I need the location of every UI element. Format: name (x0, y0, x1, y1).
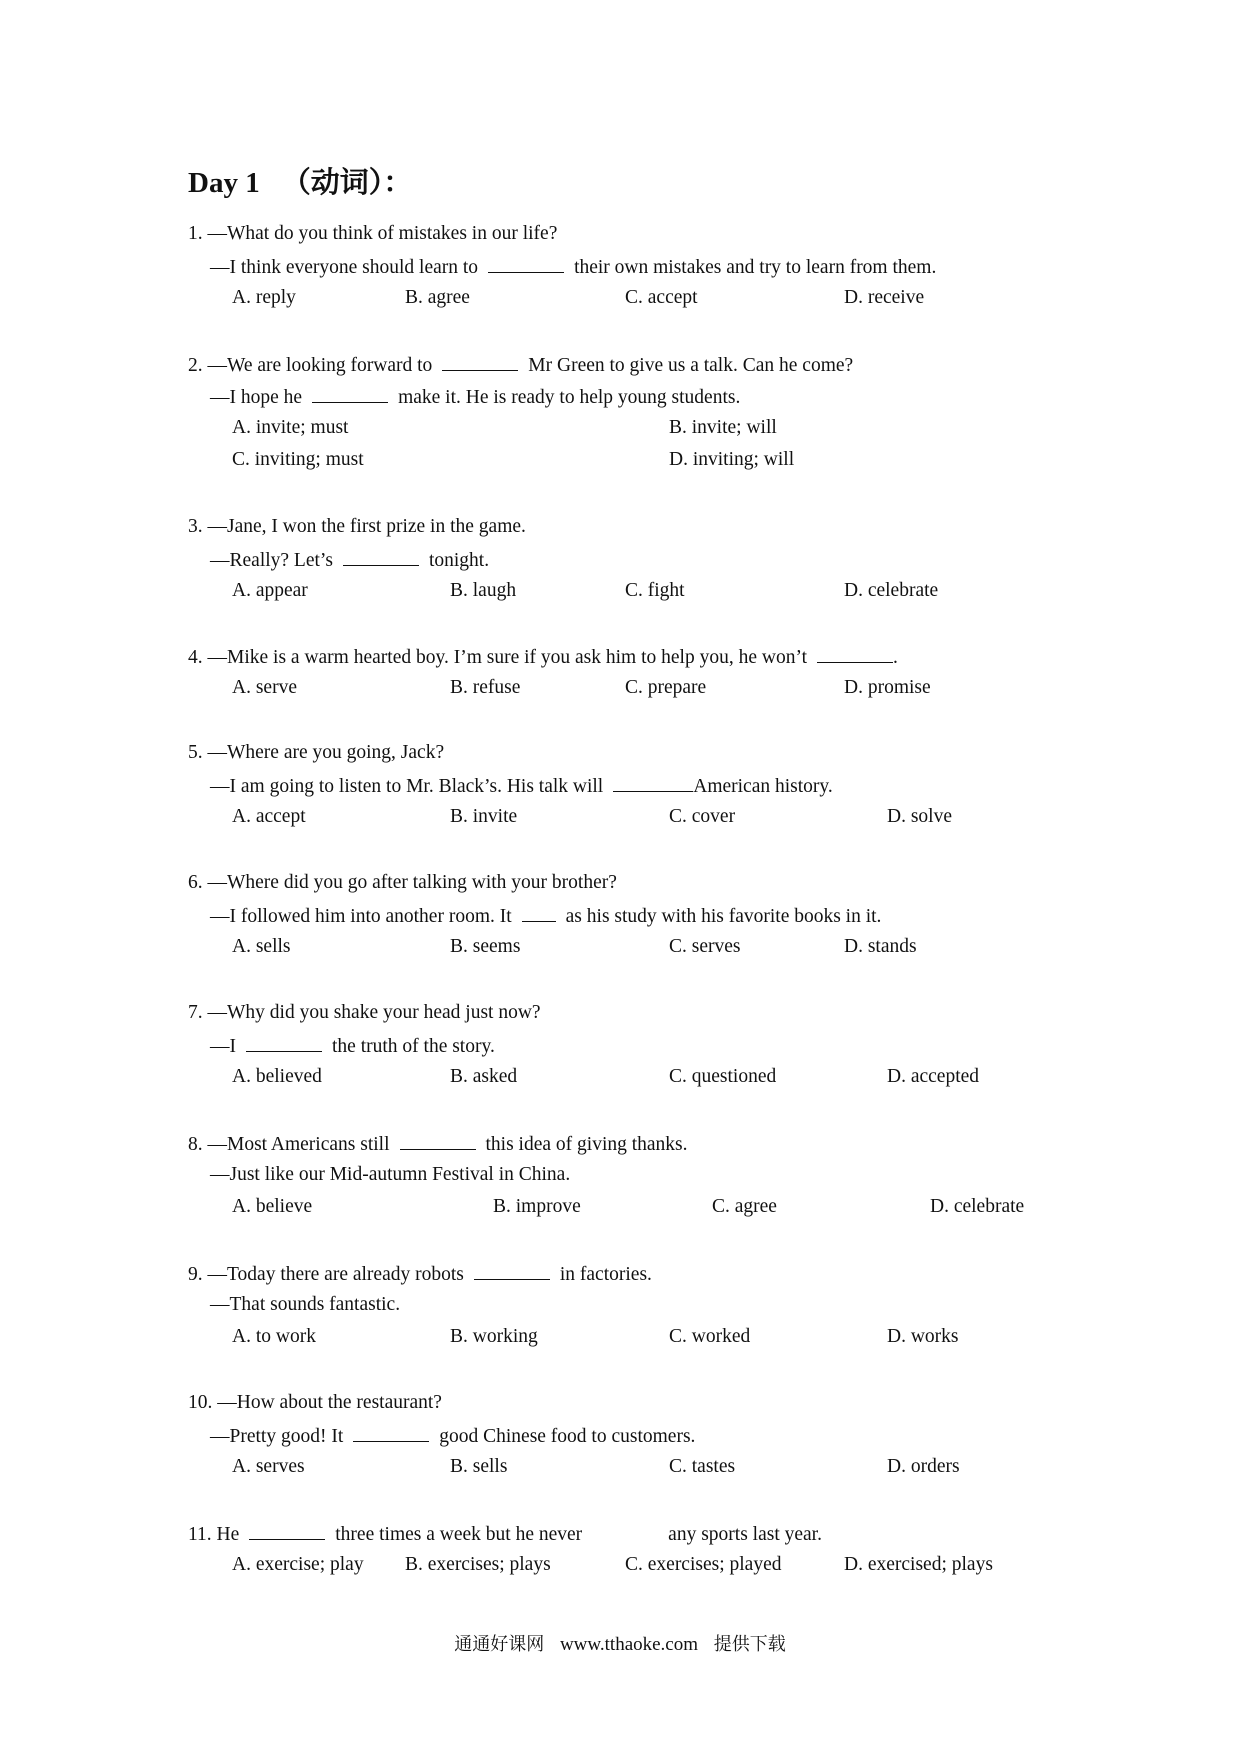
page-footer (0, 1630, 1240, 1656)
question-text: Mr Green to give us a talk. Can he come? (528, 355, 854, 376)
option-a[interactable]: A. believed (232, 1066, 322, 1087)
question-text: 6. —Where did you go after talking with your brother? (188, 872, 617, 893)
question-line (188, 1131, 688, 1157)
answer-blank[interactable] (613, 773, 693, 792)
question-text: tonight. (428, 550, 490, 571)
option-b[interactable]: B. invite (450, 806, 518, 827)
option-c[interactable]: C. fight (625, 580, 685, 601)
question-text: —Pretty good! It (210, 1426, 344, 1447)
option-b[interactable]: B. invite; will (669, 417, 777, 438)
question-text: as his study with his favorite books in it. (565, 906, 882, 927)
question-text: . (893, 647, 898, 668)
question-text: 9. —Today there are already robots (188, 1264, 464, 1285)
question-text: 4. —Mike is a warm hearted boy. I’m sure if you ask him to help you, he won’t (188, 647, 808, 668)
option-d[interactable]: D. promise (844, 677, 931, 698)
option-a[interactable]: A. reply (232, 287, 296, 308)
question-text: —Just like our Mid-autumn Festival in China. (210, 1164, 571, 1185)
question-line (188, 741, 444, 765)
option-b[interactable]: B. improve (493, 1196, 581, 1217)
question-text: —I (210, 1036, 236, 1057)
question-line (188, 1521, 822, 1547)
question-line (188, 515, 526, 539)
option-d[interactable]: D. solve (887, 806, 952, 827)
answer-blank[interactable] (474, 1261, 550, 1280)
question-line (210, 384, 740, 410)
question-text: American history. (693, 776, 833, 797)
question-text: good Chinese food to customers. (439, 1426, 696, 1447)
option-c[interactable]: C. worked (669, 1326, 751, 1347)
question-line (210, 773, 833, 799)
page-title-topic: （动词）： (281, 165, 413, 199)
question-text: 2. —We are looking forward to (188, 355, 433, 376)
answer-blank[interactable] (817, 644, 893, 663)
answer-blank[interactable] (246, 1033, 322, 1052)
answer-blank[interactable] (343, 547, 419, 566)
option-d[interactable]: D. stands (844, 936, 917, 957)
question-text: —I am going to listen to Mr. Black’s. His talk will (210, 776, 604, 797)
question-line (188, 871, 617, 895)
option-b[interactable]: B. seems (450, 936, 521, 957)
footer-site: 通通好课网 (454, 1634, 545, 1655)
option-d[interactable]: D. inviting; will (669, 449, 795, 470)
question-text: make it. He is ready to help young students. (398, 387, 741, 408)
question-line (188, 1391, 442, 1415)
option-c[interactable]: C. questioned (669, 1066, 777, 1087)
option-d[interactable]: D. receive (844, 287, 925, 308)
question-line (188, 352, 853, 378)
option-a[interactable]: A. believe (232, 1196, 313, 1217)
question-text: 10. —How about the restaurant? (188, 1392, 442, 1413)
option-a[interactable]: A. serves (232, 1456, 305, 1477)
option-a[interactable]: A. sells (232, 936, 291, 957)
option-d[interactable]: D. celebrate (844, 580, 939, 601)
question-text: 8. —Most Americans still (188, 1134, 390, 1155)
option-b[interactable]: B. exercises; plays (405, 1554, 551, 1575)
option-c[interactable]: C. inviting; must (232, 449, 364, 470)
question-line (188, 644, 898, 670)
question-text: in factories. (559, 1264, 652, 1285)
question-line (188, 1001, 541, 1025)
answer-blank[interactable] (522, 903, 556, 922)
answer-blank[interactable] (442, 352, 518, 371)
question-text: this idea of giving thanks. (485, 1134, 688, 1155)
option-d[interactable]: D. celebrate (930, 1196, 1025, 1217)
question-line (210, 1423, 695, 1449)
question-text: 3. —Jane, I won the first prize in the game. (188, 516, 526, 537)
question-text: the truth of the story. (332, 1036, 495, 1057)
question-line (210, 547, 489, 573)
answer-blank[interactable] (249, 1521, 325, 1540)
option-d[interactable]: D. accepted (887, 1066, 980, 1087)
footer-url[interactable]: www.tthaoke.com (559, 1634, 699, 1655)
option-c[interactable]: C. prepare (625, 677, 707, 698)
footer-note: 提供下载 (713, 1634, 786, 1655)
answer-blank[interactable] (592, 1522, 658, 1540)
question-text: 7. —Why did you shake your head just now? (188, 1002, 541, 1023)
question-line (188, 222, 557, 246)
option-c[interactable]: C. cover (669, 806, 736, 827)
option-d[interactable]: D. exercised; plays (844, 1554, 993, 1575)
question-text: 1. —What do you think of mistakes in our life? (188, 223, 558, 244)
option-b[interactable]: B. refuse (450, 677, 521, 698)
option-c[interactable]: C. tastes (669, 1456, 736, 1477)
answer-blank[interactable] (312, 384, 388, 403)
question-text: 11. He (188, 1524, 240, 1545)
option-c[interactable]: C. agree (712, 1196, 777, 1217)
option-b[interactable]: B. asked (450, 1066, 518, 1087)
option-a[interactable]: A. serve (232, 677, 297, 698)
question-text: —Really? Let’s (210, 550, 333, 571)
option-d[interactable]: D. orders (887, 1456, 960, 1477)
option-c[interactable]: C. accept (625, 287, 698, 308)
question-line (210, 1163, 570, 1187)
option-d[interactable]: D. works (887, 1326, 959, 1347)
question-text: 5. —Where are you going, Jack? (188, 742, 445, 763)
option-c[interactable]: C. serves (669, 936, 741, 957)
option-a[interactable]: A. to work (232, 1326, 316, 1347)
question-text: —I hope he (210, 387, 303, 408)
option-a[interactable]: A. invite; must (232, 417, 349, 438)
option-c[interactable]: C. exercises; played (625, 1554, 782, 1575)
question-line (210, 903, 881, 929)
answer-blank[interactable] (488, 254, 564, 273)
option-b[interactable]: B. laugh (450, 580, 517, 601)
page-title-day: Day 1 (188, 167, 260, 199)
option-b[interactable]: B. agree (405, 287, 470, 308)
option-a[interactable]: A. appear (232, 580, 308, 601)
question-text: —I think everyone should learn to (210, 257, 479, 278)
page-title (188, 160, 412, 201)
option-a[interactable]: A. accept (232, 806, 306, 827)
question-text: three times a week but he never (335, 1524, 583, 1545)
option-b[interactable]: B. sells (450, 1456, 508, 1477)
question-line (210, 1033, 495, 1059)
question-text: any sports last year. (668, 1524, 822, 1545)
option-a[interactable]: A. exercise; play (232, 1554, 364, 1575)
question-text: —I followed him into another room. It (210, 906, 512, 927)
question-text: —That sounds fantastic. (210, 1294, 401, 1315)
option-b[interactable]: B. working (450, 1326, 538, 1347)
answer-blank[interactable] (353, 1423, 429, 1442)
question-text: their own mistakes and try to learn from them. (574, 257, 937, 278)
question-line (188, 1261, 652, 1287)
question-line (210, 1293, 400, 1317)
question-line (210, 254, 936, 280)
answer-blank[interactable] (400, 1131, 476, 1150)
